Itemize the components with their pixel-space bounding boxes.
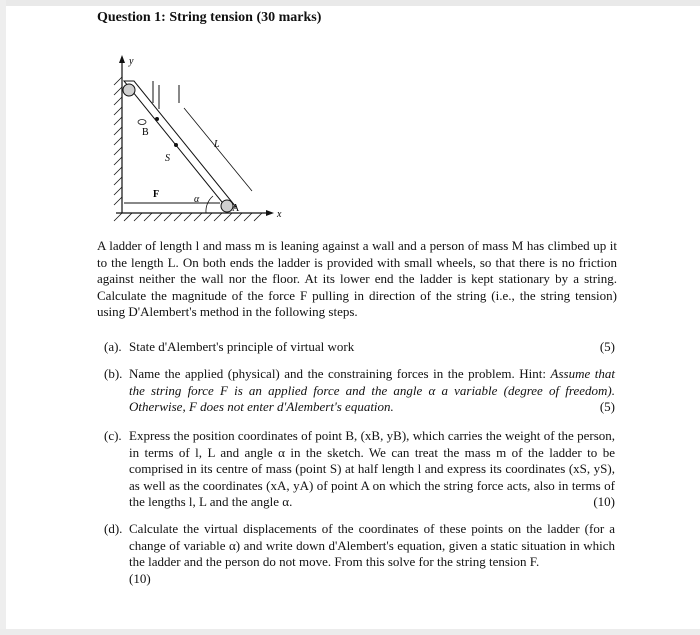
item-d-label: (d). (104, 521, 123, 536)
x-axis-label: x (277, 209, 282, 220)
item-c-marks: (10) (593, 494, 615, 510)
item-d-body (129, 521, 615, 587)
ladder-figure (108, 55, 293, 227)
label-a: A (232, 203, 240, 214)
item-c-body (129, 428, 615, 511)
item-b-hint: Assume that the string force F is an applied force and the angle α a variable (degree of freedom). Otherwise, F does not enter d'Alembert's equation. (129, 366, 615, 415)
item-b-label: (b). (104, 366, 123, 381)
label-f: F (153, 189, 160, 200)
item-a-text: State d'Alembert's principle of virtual work (129, 339, 355, 354)
label-alpha: α (194, 194, 200, 205)
item-a-marks: (5) (599, 339, 615, 354)
question-title: Question 1: String tension (30 marks) (97, 10, 322, 25)
window-top-edge (0, 0, 700, 6)
window-bottom-edge (0, 629, 700, 635)
angle-arc (206, 196, 213, 213)
item-c-label: (c). (104, 428, 122, 443)
item-d-text: Calculate the virtual displacements of the coordinates of these points on the ladder (for a change of variable α) and write down d'Alembert's equation, given a static situation in which the ladder and the person do not move. From this solve for the string tension F. (129, 521, 615, 570)
y-axis-label: y (129, 56, 134, 67)
problem-statement: A ladder of length l and mass m is leaning against a wall and a person of mass M has climbed up it to the length L. On both ends the ladder is provided with small wheels, so that there is no friction against neither the wall nor the floor. At its lower end the ladder is kept stationary by a string. Calculate the magnitude of the force F pulling in direction of the string (i.e., the string tension) using D'Alembert's method in the following steps. (97, 238, 617, 320)
label-l: L (214, 139, 220, 150)
item-b-body (129, 366, 615, 416)
item-b-text: Name the applied (physical) and the constraining forces in the problem. Hint: (129, 366, 546, 381)
wall-hatching (114, 77, 122, 205)
point-s-dot (174, 143, 178, 147)
point-b-dot (155, 117, 159, 121)
x-axis-arrow (266, 210, 274, 216)
label-s: S (165, 153, 170, 164)
item-a-body (129, 339, 615, 356)
person-foot (138, 120, 146, 125)
y-axis-arrow (119, 55, 125, 63)
item-a-label: (a). (104, 339, 122, 354)
item-d-marks: (10) (129, 570, 151, 586)
floor-hatching (114, 213, 262, 221)
window-left-edge (0, 0, 6, 635)
label-b: B (142, 127, 149, 138)
item-c-text: Express the position coordinates of point B, (xB, yB), which carries the weight of the person, in terms of l, L and angle α in the sketch. We can treat the mass m of the ladder to be comprised in its centre of mass (point S) at half length l and express its coordinates (xS, yS), as well as the coordinates (xA, yA) of point A on which the string force acts, also in terms of the lengths l, L and the angle α. (129, 428, 615, 510)
top-wheel (123, 84, 135, 96)
item-b-marks: (5) (599, 399, 615, 415)
